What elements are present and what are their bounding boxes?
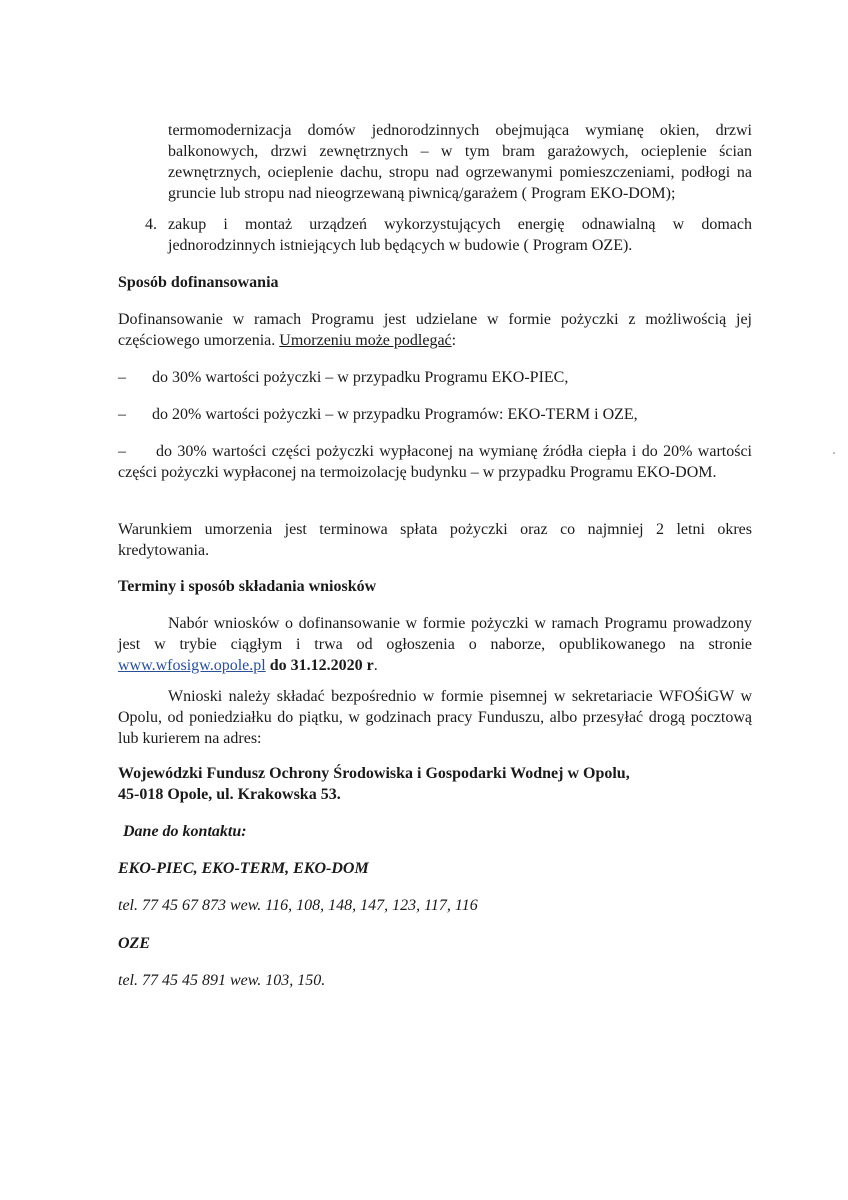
deadline-date: do 31.12.2020 r bbox=[269, 657, 374, 674]
list-continuation-paragraph: termomodernizacja domów jednorodzinnych obejmująca wymianę okien, drzwi balkonowych, drzwi zewnętrznych – w tym bram garażowych, ocieplenie ścian zewnętrznych, ocieplenie dachu, stropu nad ogrzewanymi pomieszczeniami, podłogi na gruncie lub stropu nad nieogrzewaną piwnicą/garażem ( Program EKO-DOM); bbox=[168, 122, 752, 202]
list-item-4: zakup i montaż urządzeń wykorzystujących energię odnawialną w domach jednorodzinnych istniejących lub będących w budowie ( Program OZE). bbox=[168, 216, 752, 254]
address-line-1: Wojewódzki Fundusz Ochrony Środowiska i Gospodarki Wodnej w Opolu, bbox=[118, 765, 630, 782]
period-text: Nabór wniosków o dofinansowanie w formie pożyczki w ramach Programu prowadzony jest w trybie ciągłym i trwa od ogłoszenia o naborze, opublikowanego na stronie bbox=[118, 615, 752, 653]
bullet-marker: – bbox=[118, 369, 126, 386]
funding-intro-tail: : bbox=[451, 332, 457, 349]
contact-phone: tel. 77 45 45 891 wew. 103, 150. bbox=[118, 972, 326, 989]
website-link[interactable]: www.wfosigw.opole.pl bbox=[118, 657, 266, 674]
section-heading-funding: Sposób dofinansowania bbox=[118, 274, 279, 291]
submission-paragraph: Wnioski należy składać bezpośrednio w formie pisemnej w sekretariacie WFOŚiGW w Opolu, od poniedziałku do piątku, w godzinach pracy Funduszu, albo przesyłać drogą pocztową lub kurierem na adres: bbox=[118, 688, 752, 747]
bullet-marker: – bbox=[118, 443, 126, 460]
list-number: 4. bbox=[145, 216, 157, 233]
bullet-item-long bbox=[118, 441, 752, 483]
application-period-paragraph bbox=[118, 613, 752, 676]
deadline-tail: . bbox=[373, 657, 378, 674]
funding-intro-paragraph bbox=[118, 309, 752, 351]
bullet-item-text: do 30% wartości części pożyczki wypłaconej na wymianę źródła ciepła i do 20% wartości części pożyczki wypłaconej na termoizolację budynku – w przypadku Programu EKO-DOM. bbox=[118, 443, 752, 481]
section-heading-deadlines: Terminy i sposób składania wniosków bbox=[118, 578, 377, 595]
bullet-marker: – bbox=[118, 406, 126, 423]
contact-phone: tel. 77 45 67 873 wew. 116, 108, 148, 147, 123, 117, 116 bbox=[118, 897, 478, 914]
scan-artifact bbox=[833, 452, 835, 454]
bullet-item: do 30% wartości pożyczki – w przypadku Programu EKO-PIEC, bbox=[152, 369, 569, 386]
funding-intro-text: Dofinansowanie w ramach Programu jest udzielane w formie pożyczki z możliwością jej częściowego umorzenia. bbox=[118, 311, 752, 349]
funding-intro-underlined: Umorzeniu może podlegać bbox=[279, 332, 452, 349]
bullet-item: do 20% wartości pożyczki – w przypadku Programów: EKO-TERM i OZE, bbox=[152, 406, 638, 423]
contact-heading: Dane do kontaktu: bbox=[123, 823, 247, 840]
condition-paragraph: Warunkiem umorzenia jest terminowa spłata pożyczki oraz co najmniej 2 letni okres kredytowania. bbox=[118, 521, 752, 559]
contact-programs-label: OZE bbox=[118, 935, 150, 952]
contact-programs-label: EKO-PIEC, EKO-TERM, EKO-DOM bbox=[118, 860, 369, 877]
address-line-2: 45-018 Opole, ul. Krakowska 53. bbox=[118, 786, 341, 803]
